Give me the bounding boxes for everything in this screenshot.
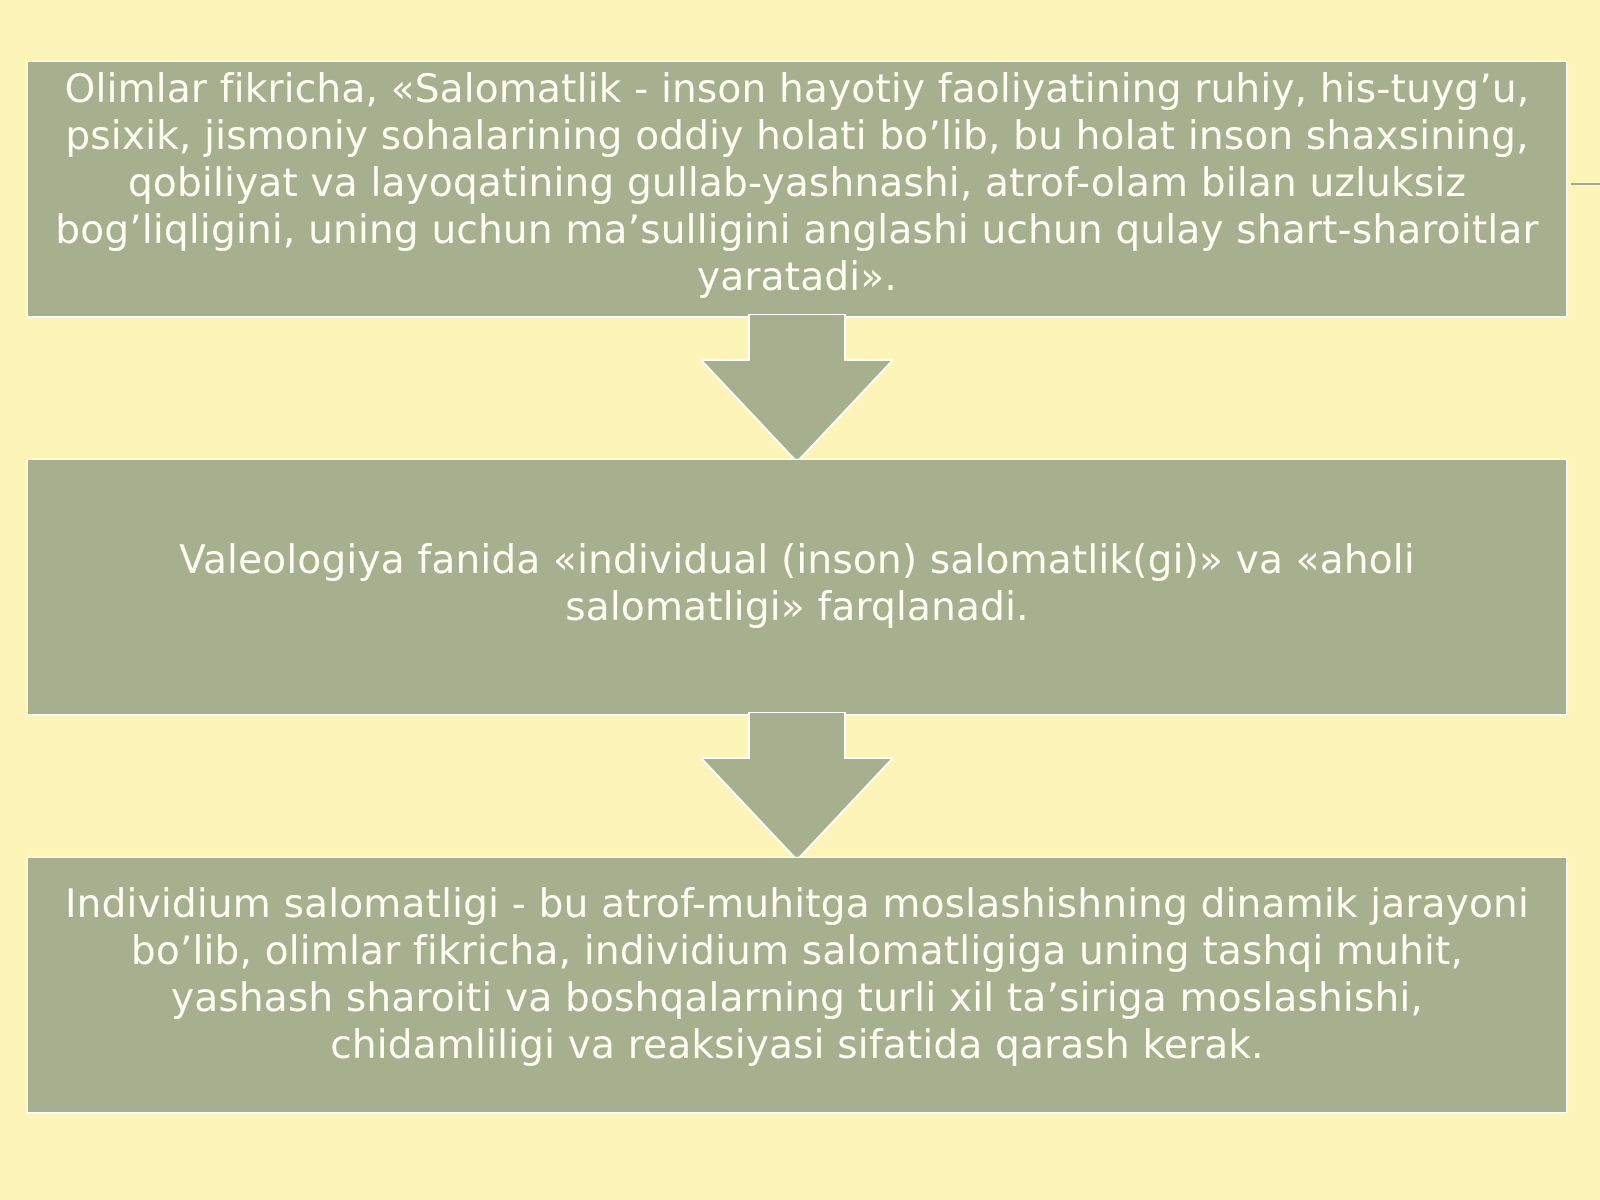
flow-box-1 <box>27 61 1567 317</box>
flow-box-3 <box>27 857 1567 1113</box>
edge-connector-line <box>1571 183 1600 185</box>
down-arrow-1 <box>701 314 893 462</box>
flow-box-3-text: Individium salomatligi - bu atrof-muhitga moslashishning dinamik jarayoni bo’lib, olimlar fikricha, individium salomatligiga uning tashqi muhit, yashash sharoiti va boshqalarning turli xil ta’siriga moslashishi, chidamliligi va reaksiyasi sifatida qarash kerak. <box>64 882 1530 1068</box>
flow-box-1-text: Olimlar fikricha, «Salomatlik - inson hayotiy faoliyatining ruhiy, his-tuyg’u, psixik, jismoniy sohalarining oddiy holati bo’lib, bu holat inson shaxsining, qobiliyat va layoqatining gullab-yashnashi, atrof-olam bilan uzluksiz bog’liqligini, uning uchun ma’sulligini anglashi uchun qulay shart-sharoitlar yaratadi». <box>55 66 1539 300</box>
down-arrow-2 <box>701 712 893 860</box>
flow-box-2 <box>27 459 1567 715</box>
flow-box-2-text: Valeologiya fanida «individual (inson) salomatlik(gi)» va «aholi salomatligi» farqlanadi. <box>179 538 1415 630</box>
